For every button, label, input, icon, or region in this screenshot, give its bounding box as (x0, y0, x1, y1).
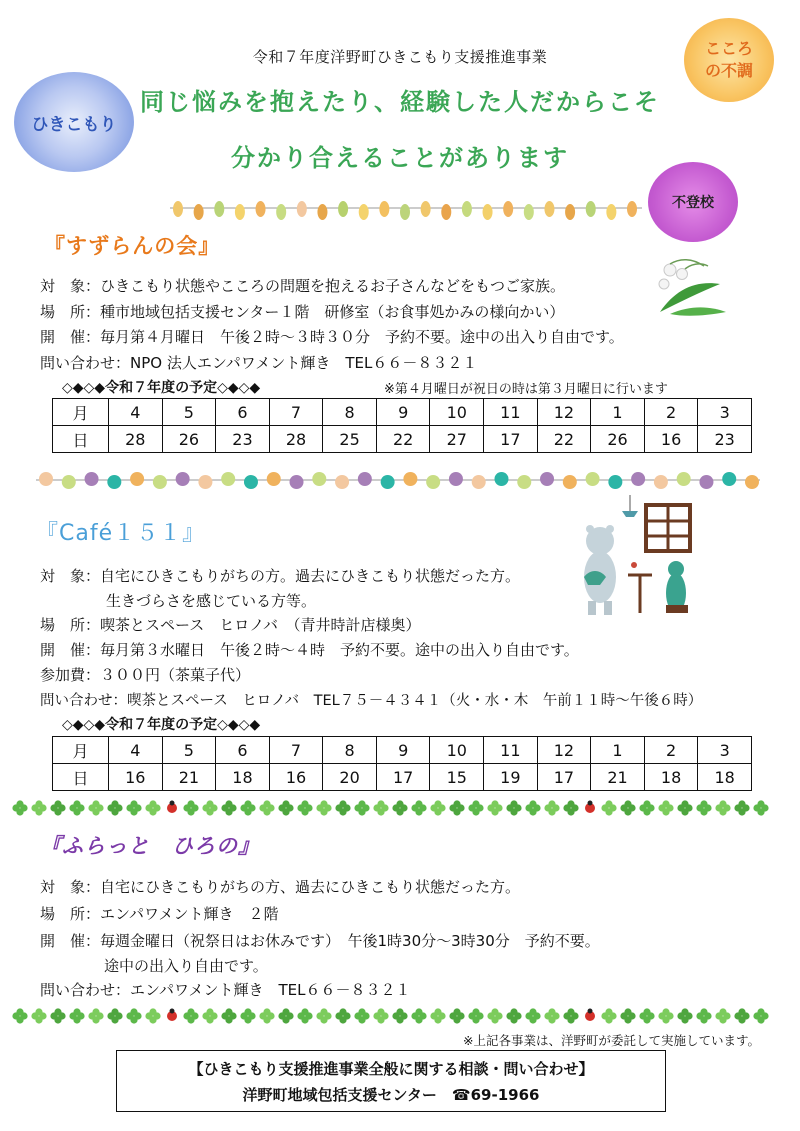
bead-decoration (745, 475, 759, 489)
cafe-day-cell: 20 (323, 764, 377, 791)
cafe-month-cell: 6 (216, 737, 270, 764)
bead-decoration (214, 201, 224, 217)
clover-icon (354, 1008, 369, 1023)
cafe-place: 場 所：喫茶とスペース ヒロノバ （青井時計店様奥） (40, 616, 421, 634)
clover-icon (715, 1008, 730, 1023)
clover-icon (145, 1008, 160, 1023)
bead-decoration (565, 204, 575, 220)
bead-decoration (586, 472, 600, 486)
cafe-held: 開 催：毎月第３水曜日 午後２時～４時 予約不要。途中の出入り自由です。 (40, 641, 579, 659)
clover-icon (658, 1008, 673, 1023)
clover-icon (316, 800, 331, 815)
clover-icon (316, 1008, 331, 1023)
suzuran-month-cell: 5 (162, 399, 216, 426)
suzuran-contact: 問い合わせ：NPO 法人エンパワメント輝き TEL６６－８３２１ (40, 354, 478, 372)
headline-line-1: 同じ悩みを抱えたり、経験した人だからこそ (140, 88, 660, 116)
clover-icon (601, 800, 616, 815)
clover-icon (468, 800, 483, 815)
suzuran-day-cell: 26 (162, 426, 216, 453)
suzuran-day-cell: 16 (644, 426, 698, 453)
clover-icon (221, 1008, 236, 1023)
bead-decoration (297, 201, 307, 217)
lily-of-the-valley-illustration (640, 250, 730, 320)
clover-icon (259, 1008, 274, 1023)
suzuran-day-cell: 25 (323, 426, 377, 453)
bead-decoration (379, 201, 389, 217)
bead-decoration (426, 475, 440, 489)
bead-decoration (722, 472, 736, 486)
clover-icon (677, 800, 692, 815)
bead-decoration (563, 475, 577, 489)
bead-decoration (276, 204, 286, 220)
kokoro-badge-line-1: こころ (704, 39, 753, 58)
bead-decoration (400, 204, 410, 220)
clover-icon (373, 1008, 388, 1023)
clover-icon (563, 1008, 578, 1023)
clover-icon (373, 800, 388, 815)
bead-decoration (421, 201, 431, 217)
bead-decoration (176, 472, 190, 486)
bead-decoration (335, 475, 349, 489)
clover-icon (107, 800, 122, 815)
clover-icon (88, 1008, 103, 1023)
suzuran-schedule-table (52, 398, 752, 453)
headline-line-2: 分かり合えることがあります (231, 144, 569, 172)
suzuran-day-cell: 28 (269, 426, 323, 453)
cafe-month-cell: 7 (269, 737, 323, 764)
bead-decoration (198, 475, 212, 489)
days-label-cell: 日 (53, 764, 109, 791)
ladybug-icon (585, 1009, 595, 1022)
cafe-month-cell: 1 (591, 737, 645, 764)
clover-icon (525, 1008, 540, 1023)
suzuran-place: 場 所：種市地域包括支援センター１階 研修室（お食事処かみの様向かい） (40, 303, 565, 321)
suzuran-target: 対 象：ひきこもり状態やこころの問題を抱えるお子さんなどをもつご家族。 (40, 277, 566, 295)
cafe-illustration (570, 495, 770, 620)
cafe-contact: 問い合わせ：喫茶とスペース ヒロノバ TEL７５－４３４１（火・水・木 午前１１時～午後６時） (40, 693, 703, 709)
ladybug-icon (167, 1009, 177, 1022)
clover-icon (88, 800, 103, 815)
bead-decoration (472, 475, 486, 489)
clover-icon (506, 1008, 521, 1023)
clover-icon (753, 1008, 768, 1023)
clover-icon (620, 800, 635, 815)
clover-icon (639, 800, 654, 815)
bead-decoration (483, 204, 493, 220)
clover-icon (183, 800, 198, 815)
clover-icon (354, 800, 369, 815)
suzuran-month-cell: 11 (484, 399, 538, 426)
futoko-badge-label: 不登校 (672, 195, 714, 211)
months-label-cell: 月 (53, 737, 109, 764)
clover-icon (468, 1008, 483, 1023)
months-label-cell: 月 (53, 399, 109, 426)
clover-icon (487, 800, 502, 815)
suzuran-day-cell: 22 (376, 426, 430, 453)
cafe-month-cell: 3 (698, 737, 752, 764)
bead-decoration (441, 204, 451, 220)
kokoro-badge-line-2: の不調 (704, 61, 753, 80)
furatto-target: 対 象：自宅にひきこもりがちの方、過去にひきこもり状態だった方。 (40, 878, 521, 896)
clover-icon (639, 1008, 654, 1023)
cafe-day-cell: 17 (376, 764, 430, 791)
bead-decoration (173, 201, 183, 217)
cafe-month-cell: 12 (537, 737, 591, 764)
clover-icon (696, 800, 711, 815)
clover-icon (126, 1008, 141, 1023)
bead-decoration (85, 472, 99, 486)
clover-border-bottom (0, 1006, 800, 1026)
contact-box-heading: 【ひきこもり支援推進事業全般に関する相談・問い合わせ】 (188, 1060, 594, 1078)
kokoro-badge (684, 18, 774, 102)
cafe-month-cell: 5 (162, 737, 216, 764)
suzuran-month-cell: 7 (269, 399, 323, 426)
clover-icon (449, 1008, 464, 1023)
bead-decoration (606, 204, 616, 220)
bead-decoration (267, 472, 281, 486)
bead-decoration (608, 475, 622, 489)
clover-icon (392, 800, 407, 815)
clover-icon (12, 1008, 27, 1023)
clover-icon (278, 1008, 293, 1023)
suzuran-month-cell: 1 (591, 399, 645, 426)
clover-icon (12, 800, 27, 815)
footer-note: ※上記各事業は、洋野町が委託して実施しています。 (463, 1033, 760, 1048)
suzuran-day-cell: 28 (109, 426, 163, 453)
bead-decoration (677, 472, 691, 486)
bead-decoration (654, 475, 668, 489)
cafe-day-cell: 17 (537, 764, 591, 791)
cafe-title: 『Café１５１』 (36, 521, 206, 546)
cafe-day-cell: 16 (269, 764, 323, 791)
cafe-schedule-label: ◇◆◇◆令和７年度の予定◇◆◇◆ (62, 717, 261, 733)
furatto-place: 場 所：エンパワメント輝き ２階 (40, 905, 279, 923)
cafe-month-cell: 10 (430, 737, 484, 764)
clover-icon (335, 1008, 350, 1023)
clover-icon (50, 800, 65, 815)
bead-decoration (403, 472, 417, 486)
ladybug-icon (167, 801, 177, 814)
clover-icon (259, 800, 274, 815)
cafe-day-cell: 15 (430, 764, 484, 791)
bead-decoration (449, 472, 463, 486)
suzuran-held: 開 催：毎月第４月曜日 午後２時～３時３０分 予約不要。途中の出入り自由です。 (40, 328, 624, 346)
cafe-month-cell: 2 (644, 737, 698, 764)
clover-icon (696, 1008, 711, 1023)
bead-decoration (107, 475, 121, 489)
cafe-day-cell: 19 (484, 764, 538, 791)
bead-decoration (462, 201, 472, 217)
clover-icon (335, 800, 350, 815)
bead-decoration (194, 204, 204, 220)
bead-decoration (62, 475, 76, 489)
clover-icon (430, 800, 445, 815)
clover-icon (620, 1008, 635, 1023)
bead-decoration (540, 472, 554, 486)
bead-decoration (524, 204, 534, 220)
clover-icon (202, 1008, 217, 1023)
cafe-months-row (53, 737, 752, 764)
hikikomori-badge-label: ひきこもり (31, 114, 117, 135)
bead-decoration (503, 201, 513, 217)
bead-decoration (130, 472, 144, 486)
suzuran-months-row (53, 399, 752, 426)
clover-icon (240, 1008, 255, 1023)
cafe-day-cell: 21 (591, 764, 645, 791)
bead-decoration (494, 472, 508, 486)
clover-icon (202, 800, 217, 815)
suzuran-month-cell: 8 (323, 399, 377, 426)
bead-decoration (544, 201, 554, 217)
clover-icon (107, 1008, 122, 1023)
clover-icon (544, 800, 559, 815)
cafe-month-cell: 9 (376, 737, 430, 764)
cafe-day-cell: 18 (216, 764, 270, 791)
bead-decoration (244, 475, 258, 489)
clover-icon (411, 800, 426, 815)
clover-icon (69, 800, 84, 815)
hikikomori-badge (14, 72, 134, 172)
cafe-day-cell: 18 (644, 764, 698, 791)
clover-icon (449, 800, 464, 815)
bead-decoration (517, 475, 531, 489)
suzuran-title: 『すずらんの会』 (44, 234, 221, 258)
suzuran-day-cell: 17 (484, 426, 538, 453)
suzuran-schedule-note: ※第４月曜日が祝日の時は第３月曜日に行います (384, 382, 668, 397)
cafe-fee: 参加費：３００円（茶菓子代） (40, 666, 251, 684)
furatto-held-1: 開 催：毎週金曜日（祝祭日はお休みです） 午後1時30分～3時30分 予約不要。 (40, 932, 600, 950)
clover-icon (50, 1008, 65, 1023)
bead-decoration (358, 472, 372, 486)
clover-icon (278, 800, 293, 815)
bead-decoration (235, 204, 245, 220)
furatto-contact: 問い合わせ：エンパワメント輝き TEL６６－８３２１ (40, 981, 411, 999)
bead-decoration (631, 472, 645, 486)
cafe-month-cell: 4 (109, 737, 163, 764)
clover-icon (69, 1008, 84, 1023)
ladybug-icon (585, 801, 595, 814)
suzuran-day-cell: 22 (537, 426, 591, 453)
bead-decoration (338, 201, 348, 217)
days-label-cell: 日 (53, 426, 109, 453)
bead-garland-middle (0, 466, 800, 496)
clover-icon (734, 800, 749, 815)
cafe-month-cell: 8 (323, 737, 377, 764)
clover-icon (221, 800, 236, 815)
cafe-target-2: 生きづらさを感じている方等。 (106, 592, 317, 610)
bead-decoration (699, 475, 713, 489)
clover-icon (487, 1008, 502, 1023)
cafe-day-cell: 21 (162, 764, 216, 791)
suzuran-month-cell: 6 (216, 399, 270, 426)
bead-decoration (39, 472, 53, 486)
clover-icon (677, 1008, 692, 1023)
cafe-days-row (53, 764, 752, 791)
clover-icon (240, 800, 255, 815)
bead-decoration (221, 472, 235, 486)
clover-icon (297, 1008, 312, 1023)
bead-decoration (256, 201, 266, 217)
bead-decoration (153, 475, 167, 489)
bead-garland-top (0, 196, 800, 226)
clover-icon (658, 800, 673, 815)
cafe-day-cell: 16 (109, 764, 163, 791)
clover-icon (31, 800, 46, 815)
suzuran-month-cell: 10 (430, 399, 484, 426)
suzuran-day-cell: 23 (216, 426, 270, 453)
clover-icon (297, 800, 312, 815)
bead-decoration (359, 204, 369, 220)
suzuran-month-cell: 9 (376, 399, 430, 426)
clover-border-top (0, 798, 800, 818)
bead-decoration (317, 204, 327, 220)
contact-box (116, 1050, 666, 1112)
furatto-title: 『ふらっと ひろの』 (40, 834, 260, 858)
cafe-schedule-table (52, 736, 752, 791)
contact-box-phone: 洋野町地域包括支援センター ☎69-1966 (242, 1086, 540, 1104)
suzuran-day-cell: 27 (430, 426, 484, 453)
suzuran-day-cell: 26 (591, 426, 645, 453)
clover-icon (183, 1008, 198, 1023)
clover-icon (734, 1008, 749, 1023)
clover-icon (715, 800, 730, 815)
bead-decoration (290, 475, 304, 489)
suzuran-month-cell: 2 (644, 399, 698, 426)
clover-icon (145, 800, 160, 815)
suzuran-month-cell: 12 (537, 399, 591, 426)
bead-decoration (586, 201, 596, 217)
suzuran-schedule-label: ◇◆◇◆令和７年度の予定◇◆◇◆ (62, 380, 261, 396)
furatto-held-2: 途中の出入り自由です。 (104, 957, 268, 975)
page-subtitle: 令和７年度洋野町ひきこもり支援推進事業 (252, 48, 548, 66)
clover-icon (31, 1008, 46, 1023)
bead-decoration (312, 472, 326, 486)
clover-icon (601, 1008, 616, 1023)
clover-icon (126, 800, 141, 815)
suzuran-day-cell: 23 (698, 426, 752, 453)
clover-icon (411, 1008, 426, 1023)
clover-icon (525, 800, 540, 815)
clover-icon (392, 1008, 407, 1023)
bead-decoration (381, 475, 395, 489)
cafe-target-1: 対 象：自宅にひきこもりがちの方。過去にひきこもり状態だった方。 (40, 567, 521, 585)
clover-icon (430, 1008, 445, 1023)
suzuran-month-cell: 3 (698, 399, 752, 426)
clover-icon (753, 800, 768, 815)
clover-icon (506, 800, 521, 815)
suzuran-month-cell: 4 (109, 399, 163, 426)
clover-icon (544, 1008, 559, 1023)
clover-icon (563, 800, 578, 815)
cafe-month-cell: 11 (484, 737, 538, 764)
bead-decoration (627, 201, 637, 217)
suzuran-days-row (53, 426, 752, 453)
cafe-day-cell: 18 (698, 764, 752, 791)
